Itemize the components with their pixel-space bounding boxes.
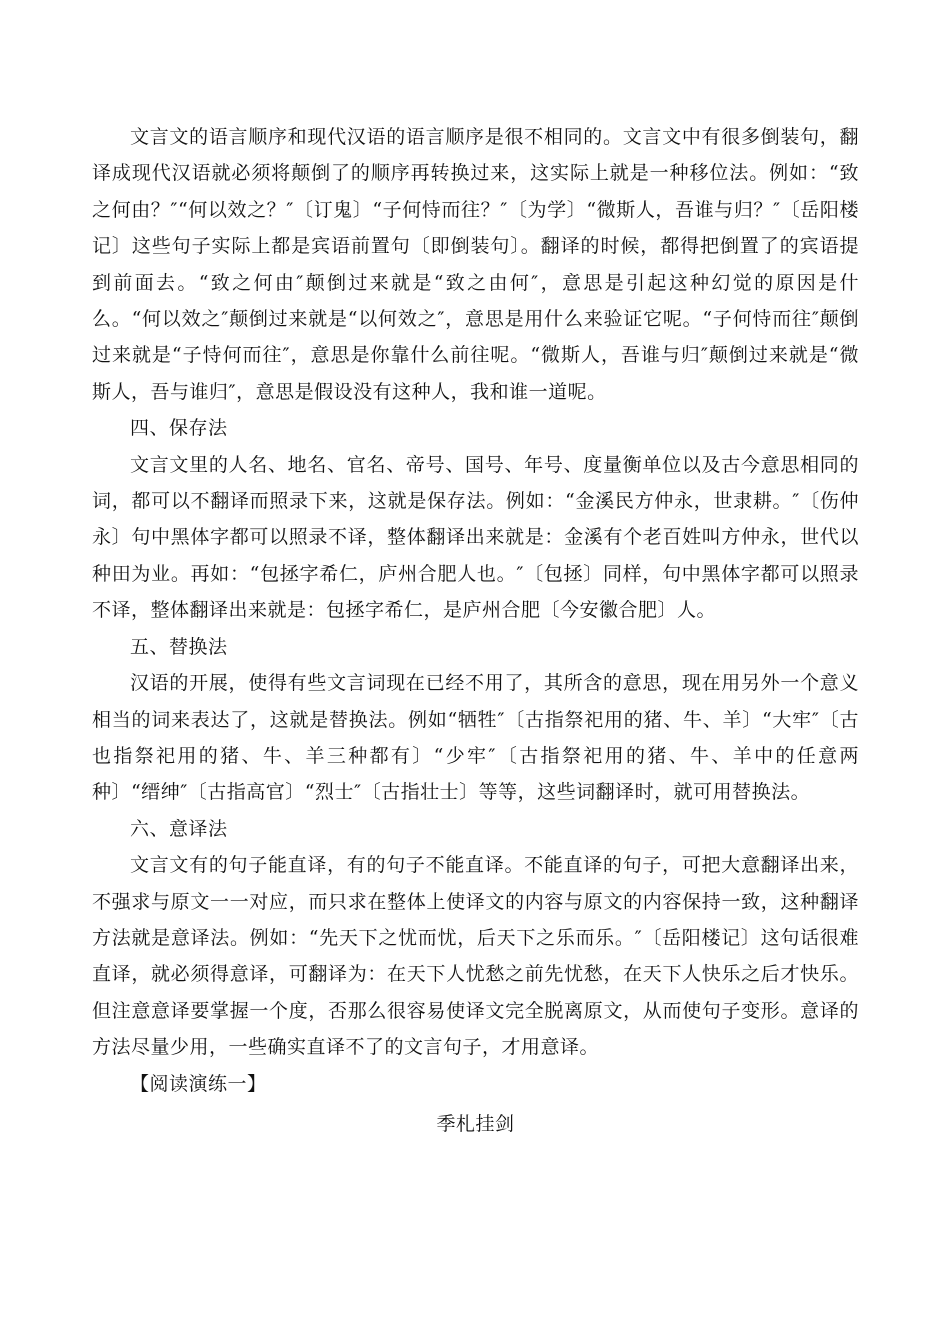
paragraph-substitution-method: 汉语的开展，使得有些文言词现在已经不用了，其所含的意思，现在用另外一个意义相当的词来表达了，这就是替换法。例如“牺牲″〔古指祭祀用的猪、牛、羊〕“大牢″〔古也指祭祀用的猪、牛、羊三种都有〕“少牢″〔古指祭祀用的猪、牛、羊中的任意两种〕“缙绅″〔古指高官〕“烈士″〔古指壮士〕等等，这些词翻译时，就可用替换法。 <box>92 672 859 804</box>
heading-substitution-method: 五、替换法 <box>130 635 228 658</box>
paragraph-preservation-method: 文言文里的人名、地名、官名、帝号、国号、年号、度量衡单位以及古今意思相同的词，都可以不翻译而照录下来，这就是保存法。例如：“金溪民方仲永，世隶耕。″〔伤仲永〕句中黑体字都可以照录不译，整体翻译出来就是：金溪有个老百姓叫方仲永，世代以种田为业。再如：“包拯字希仁，庐州合肥人也。″〔包拯〕同样，句中黑体字都可以照录不译，整体翻译出来就是：包拯字希仁，是庐州合肥〔今安徽合肥〕人。 <box>92 453 859 622</box>
reading-title: 季札挂剑 <box>436 1112 515 1135</box>
heading-preservation-method: 四、保存法 <box>130 417 228 440</box>
document-body <box>92 119 859 1142</box>
paragraph-free-translation-method: 文言文有的句子能直译，有的句子不能直译。不能直译的句子，可把大意翻译出来，不强求与原文一一对应，而只求在整体上使译文的内容与原文的内容保持一致，这种翻译方法就是意译法。例如：“先天下之忧而忧，后天下之乐而乐。″〔岳阳楼记〕这句话很难直译，就必须得意译，可翻译为：在天下人忧愁之前先忧愁，在天下人快乐之后才快乐。但注意意译要掌握一个度，否那么很容易使译文完全脱离原文，从而使句子变形。意译的方法尽量少用，一些确实直译不了的文言句子，才用意译。 <box>92 854 859 1059</box>
paragraph-transposition-method: 文言文的语言顺序和现代汉语的语言顺序是很不相同的。文言文中有很多倒装句，翻译成现代汉语就必须将颠倒了的顺序再转换过来，这实际上就是一种移位法。例如：“致之何由？″“何以效之？″〔订鬼〕“子何恃而往？″〔为学〕“微斯人，吾谁与归？″〔岳阳楼记〕这些句子实际上都是宾语前置句〔即倒装句〕。翻译的时候，都得把倒置了的宾语提到前面去。“致之何由″颠倒过来就是“致之由何″，意思是引起这种幻觉的原因是什么。“何以效之″颠倒过来就是“以何效之″，意思是用什么来验证它呢。“子何恃而往″颠倒过来就是“子恃何而往″，意思是你靠什么前往呢。“微斯人，吾谁与归″颠倒过来就是“微斯人，吾与谁归″，意思是假设没有这种人，我和谁一道呢。 <box>92 126 859 403</box>
reading-practice-label: 【阅读演练一】 <box>130 1072 267 1095</box>
heading-free-translation-method: 六、意译法 <box>130 817 228 840</box>
